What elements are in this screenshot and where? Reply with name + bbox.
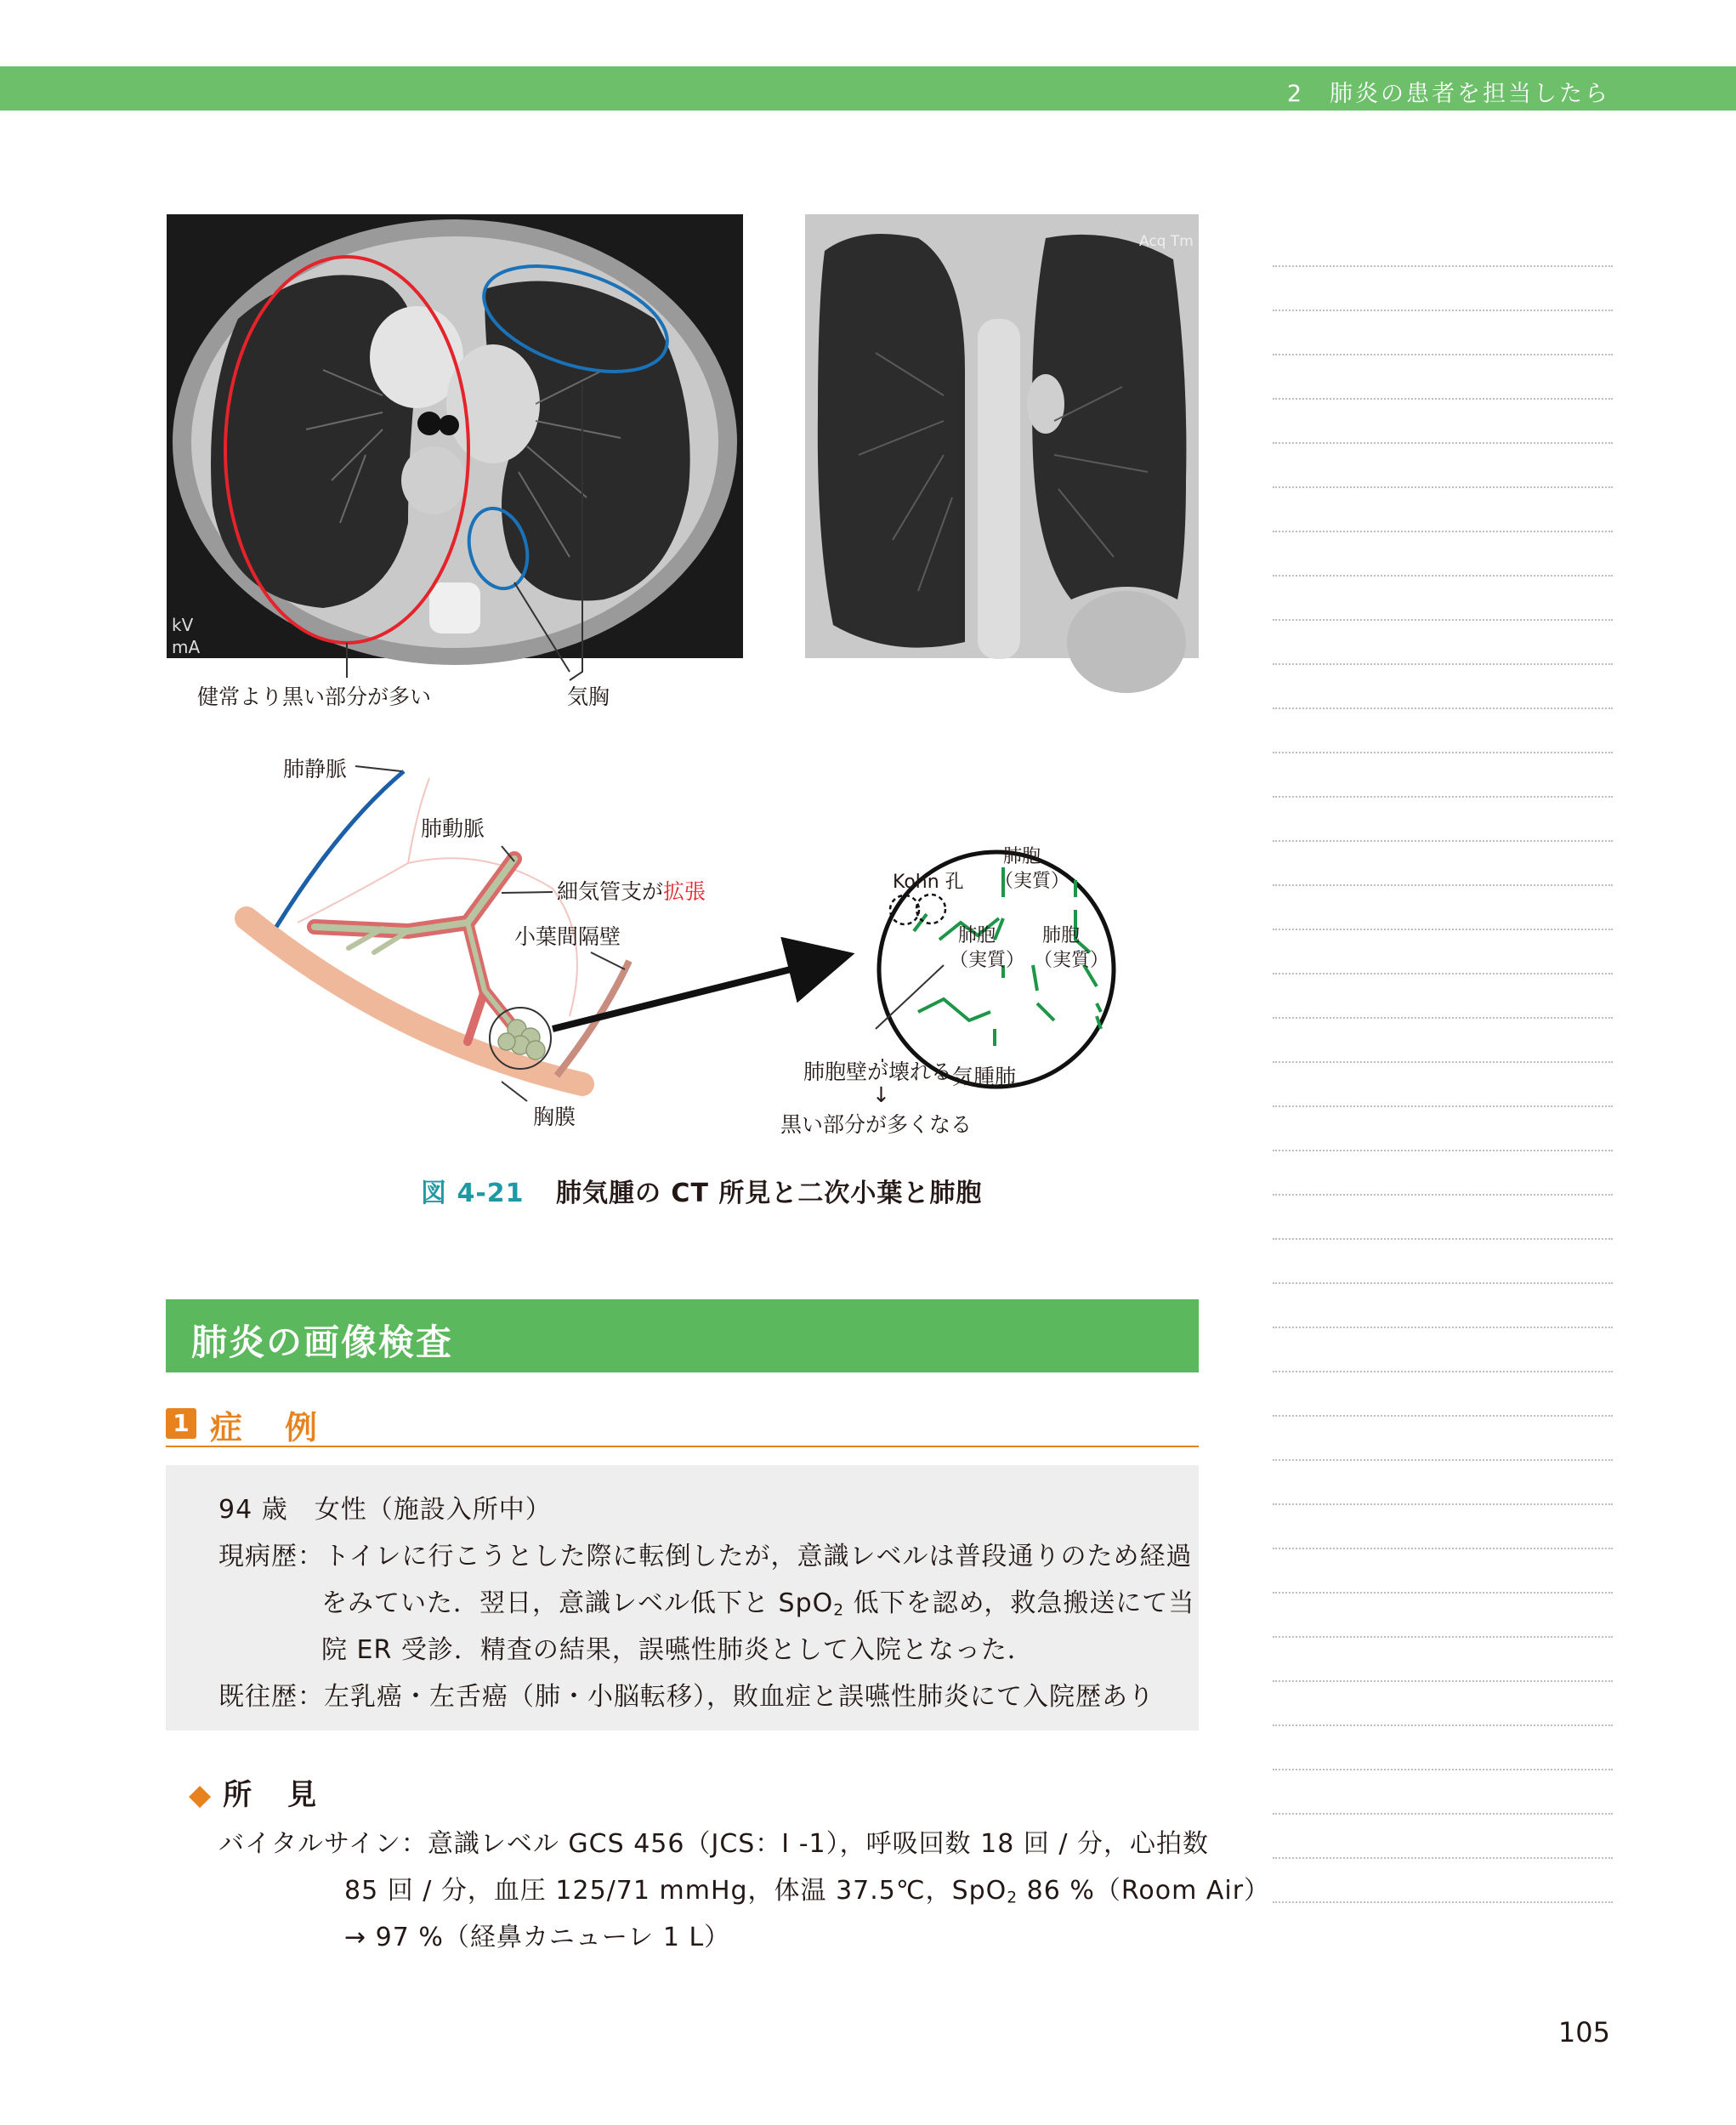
ct-axial-image [167,214,743,680]
margin-note-line [1273,1859,1613,1903]
pulmonary-vein-line [276,771,404,927]
margin-note-line [1273,1638,1613,1682]
margin-note-line [1273,621,1613,665]
label-alveolus-3-sub: （実質） [1034,950,1109,971]
margin-note-line [1273,665,1613,709]
case-past-history: 既往歴：左乳癌・左舌癌（肺・小脳転移），敗血症と誤嚥性肺炎にて入院歴あり [218,1682,1154,1712]
margin-note-line [1273,1815,1613,1859]
running-head: 2 肺炎の患者を担当したら [1286,81,1610,107]
margin-note-line [1273,1417,1613,1461]
findings-vitals-2: 85 回 / 分，血圧 125/71 mmHg，体温 37.5℃，SpO$_2$ 86 %（Room Air） [344,1876,1271,1907]
label-pleura: 胸膜 [533,1105,576,1129]
margin-note-line [1273,311,1613,355]
margin-note-line [1273,1196,1613,1240]
margin-note-line [1273,532,1613,577]
findings-vitals-1: バイタルサイン：意識レベル GCS 456（JCS：Ⅰ -1），呼吸回数 18 回 / 分，心拍数 [218,1829,1210,1859]
margin-note-line [1273,930,1613,974]
label-pulmonary-artery: 肺動脈 [421,816,485,841]
margin-note-line [1273,886,1613,930]
margin-note-line [1273,1594,1613,1638]
ct-overlay-kv: kV [172,615,194,635]
margin-note-line [1273,753,1613,798]
findings-title: 所 見 [223,1778,321,1812]
margin-note-line [1273,267,1613,311]
margin-note-line [1273,1770,1613,1815]
ct-coronal-overlay: Acq Tm [1139,233,1194,250]
case-title: 症 例 [210,1409,323,1446]
margin-note-line [1273,1151,1613,1196]
margin-note-line [1273,1019,1613,1063]
margin-note-line [1273,1682,1613,1726]
figure-caption [421,1172,982,1209]
margin-note-line [1273,488,1613,532]
case-history-2: をみていた．翌日，意識レベル低下と SpO$_2$ 低下を認め，救急搬送にて当 [321,1588,1195,1620]
label-alveolus-1: 肺胞 [1003,846,1041,867]
margin-note-line [1273,842,1613,886]
margin-note-line [1273,1461,1613,1505]
label-wall-broken: 肺胞壁が壊れる [803,1060,953,1084]
margin-note-line [1273,1549,1613,1594]
margin-note-line [1273,577,1613,621]
label-down-arrow: ↓ [872,1082,890,1107]
diamond-icon: ◆ [189,1778,215,1812]
margin-note-line [1273,1328,1613,1372]
section-title: 肺炎の画像検査 [191,1321,454,1363]
margin-note-line [1273,400,1613,444]
label-darker-area: 黒い部分が多くなる [780,1112,973,1137]
label-alveolus-3: 肺胞 [1042,925,1081,946]
findings-vitals-3: → 97 %（経鼻カニューレ 1 L） [344,1923,731,1952]
margin-note-line [1273,1372,1613,1417]
case-box [166,1465,1199,1730]
margin-note-line [1273,709,1613,753]
margin-note-line [1273,1726,1613,1770]
label-bronchiole: 細気管支が拡張 [557,879,706,904]
figure-title: 肺気腫の CT 所見と二次小葉と肺胞 [555,1179,983,1208]
margin-note-line [1273,355,1613,400]
margin-note-line [1273,223,1613,267]
margin-note-line [1273,444,1613,488]
label-alveolus-2: 肺胞 [958,925,996,946]
figure-number: 図 4-21 [421,1179,525,1208]
figure-4-21 [128,200,1207,1152]
label-emphysema: 気腫肺 [952,1065,1017,1089]
margin-note-lines [1273,223,1613,1903]
findings-heading [189,1771,320,1813]
label-alveolus-1-sub: （実質） [995,871,1070,892]
margin-note-line [1273,1063,1613,1107]
header-band [0,66,1736,111]
margin-note-line [1273,1284,1613,1328]
label-kohn-pore: Kohn 孔 [893,872,964,893]
case-patient: 94 歳 女性（施設入所中） [218,1495,552,1525]
page-number: 105 [1557,2016,1610,2048]
margin-note-line [1273,1240,1613,1284]
label-alveolus-2-sub: （実質） [950,950,1025,971]
margin-note-line [1273,1505,1613,1549]
margin-note-line [1273,974,1613,1019]
case-number-badge: 1 [166,1408,196,1439]
zoom-arrow [553,957,842,1029]
ct-overlay-ma: mA [172,637,201,657]
case-history-1: 現病歴：トイレに行こうとした際に転倒したが，意識レベルは普段通りのため経過 [218,1542,1193,1571]
label-pulmonary-vein: 肺静脈 [283,757,348,781]
section-heading-bar [166,1299,1199,1372]
case-history-3: 院 ER 受診．精査の結果，誤嚥性肺炎として入院となった． [321,1635,1034,1665]
label-interlobular-septum: 小葉間隔壁 [514,924,621,949]
case-heading [166,1401,1199,1447]
margin-note-line [1273,798,1613,842]
ct-coronal-image [805,214,1199,693]
ct-label-darker: 健常より黒い部分が多い [197,685,432,709]
ct-label-pneumothorax: 気胸 [567,685,610,709]
margin-note-line [1273,1107,1613,1151]
